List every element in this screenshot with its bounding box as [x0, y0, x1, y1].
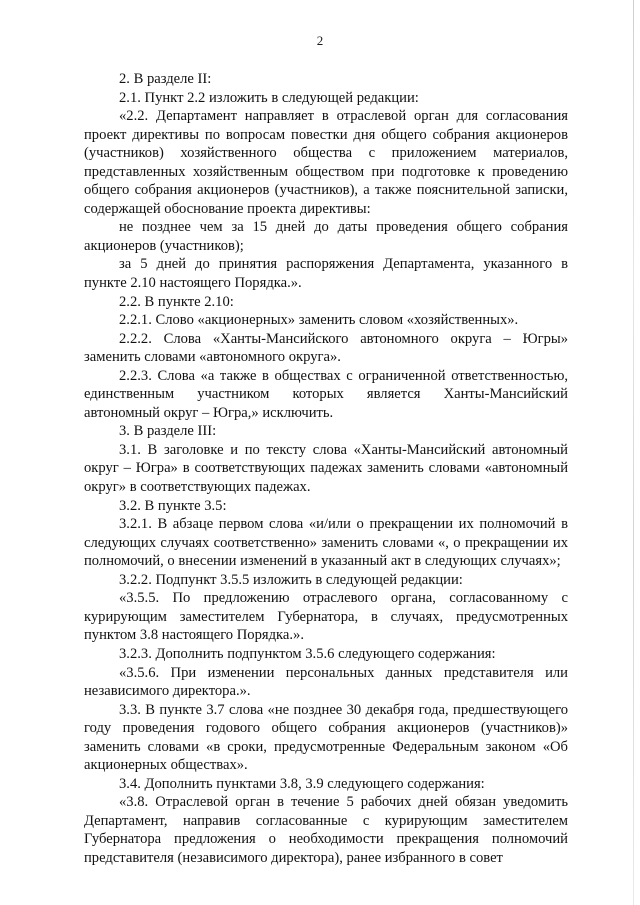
paragraph: 2.2.2. Слова «Ханты-Мансийского автономного округа – Югры» заменить словами «автономного округа».	[84, 330, 568, 366]
paragraph: 2. В разделе II:	[119, 71, 212, 87]
paragraph: 3.4. Дополнить пунктами 3.8, 3.9 следующего содержания:	[119, 775, 485, 792]
paragraph: 2.2.1. Слово «акционерных» заменить словом «хозяйственных».	[119, 312, 519, 329]
paragraph: 2.2. В пункте 2.10:	[119, 293, 234, 310]
document-body	[84, 70, 568, 868]
paragraph: «3.8. Отраслевой орган в течение 5 рабочих дней обязан уведомить Департамент, направив согласованные с курирующим заместителем Губернатора предложения о необходимости прекращения полномочий представителя (независимого директора), ранее избранного в совет	[84, 794, 568, 866]
paragraph: «3.5.5. По предложению отраслевого органа, согласованному с курирующим заместителем Губернатора, в случаях, предусмотренных пунктом 3.8 настоящего Порядка.».	[84, 590, 568, 644]
paragraph: 3.2.2. Подпункт 3.5.5 изложить в следующей редакции:	[119, 571, 463, 588]
paragraph: 3.1. В заголовке и по тексту слова «Ханты-Мансийский автономный округ – Югра» в соответствующих падежах заменить словами «автономный округ» в соответствующих падежах.	[84, 441, 568, 496]
paragraph: 3. В разделе III:	[119, 423, 217, 440]
scan-edge-line	[633, 0, 634, 905]
paragraph: за 5 дней до принятия распоряжения Департамента, указанного в пункте 2.10 настоящего Порядка.».	[84, 256, 568, 292]
paragraph: 2.2.3. Слова «а также в обществах с ограниченной ответственностью, единственным участником которых является Ханты-Мансийский автономный округ – Югра,» исключить.	[84, 367, 568, 421]
paragraph: 3.2. В пункте 3.5:	[119, 497, 227, 514]
paragraph: 3.3. В пункте 3.7 слова «не позднее 30 декабря года, предшествующего году проведения годового общего собрания акционеров (участников)» заменить словами «в сроки, предусмотренные Федеральным законом «Об акционерных обществах».	[84, 701, 568, 774]
page-number: 2	[316, 33, 324, 48]
paragraph: «3.5.6. При изменении персональных данных представителя или независимого директора.».	[84, 664, 568, 700]
paragraph: 3.2.1. В абзаце первом слова «и/или о прекращении их полномочий в следующих случаях соответственно» заменить словами «, о прекращении их полномочий, о внесении изменений в указанный акт в следующих случаях»;	[84, 516, 568, 570]
paragraph: 3.2.3. Дополнить подпунктом 3.5.6 следующего содержания:	[119, 645, 496, 662]
paragraph: не позднее чем за 15 дней до даты проведения общего собрания акционеров (участников);	[84, 219, 568, 254]
paragraph: 2.1. Пункт 2.2 изложить в следующей редакции:	[119, 89, 419, 106]
paragraph: «2.2. Департамент направляет в отраслевой орган для согласования проект директивы по вопросам повестки дня общего собрания акционеров (участников) хозяйственного общества с приложением материалов, представленных хозяйственным обществом при подготовке к проведению общего собрания акционеров (участников), а также пояснительной записки, содержащей обоснование проекта директивы:	[84, 108, 568, 217]
